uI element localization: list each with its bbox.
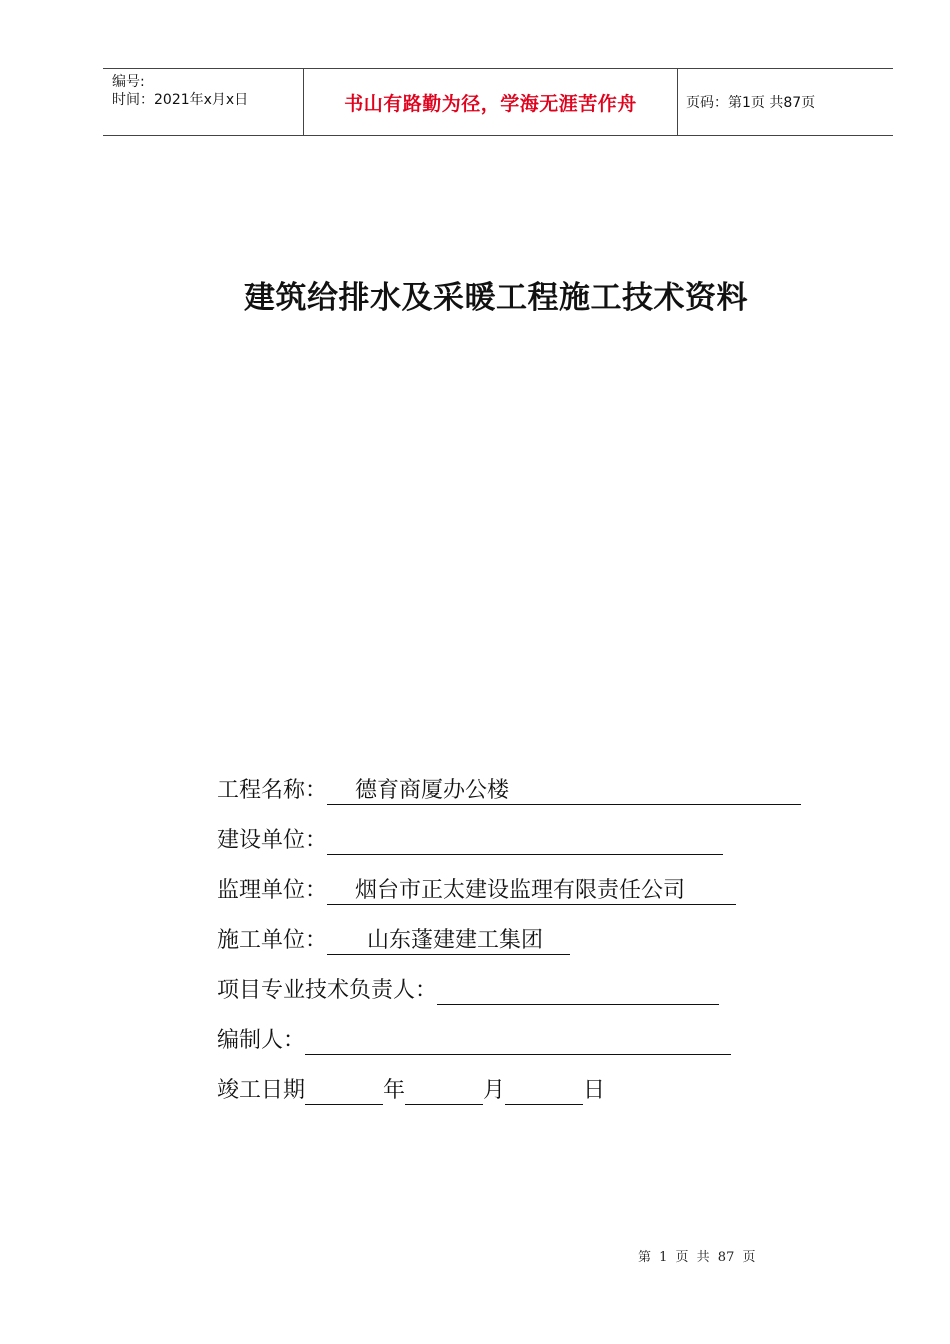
- header-motto: 书山有路勤为径，学海无涯苦作舟: [304, 69, 678, 135]
- field-value-contractor: 山东蓬建建工集团: [327, 924, 570, 955]
- document-title: 建筑给排水及采暖工程施工技术资料: [244, 280, 748, 316]
- completion-date-label: 竣工日期: [217, 1078, 306, 1103]
- header-meta-cell: [103, 69, 304, 135]
- field-label: 施工单位：: [217, 928, 328, 953]
- field-label: 监理单位：: [217, 878, 328, 903]
- field-tech-lead: [217, 974, 801, 1024]
- field-value-compiler: [305, 1024, 731, 1055]
- field-value-builder: [327, 824, 723, 855]
- day-blank: [505, 1074, 583, 1105]
- field-completion-date: [217, 1074, 801, 1124]
- year-label: 年: [383, 1078, 406, 1103]
- field-compiler: [217, 1024, 801, 1074]
- document-fields: [217, 774, 801, 1124]
- time-label: 时间：2021年x月x日: [112, 92, 249, 108]
- field-builder: [217, 824, 801, 874]
- field-value-supervisor: 烟台市正太建设监理有限责任公司: [327, 874, 736, 905]
- field-project-name: [217, 774, 801, 824]
- day-label: 日: [583, 1078, 606, 1103]
- field-label: 编制人：: [217, 1028, 306, 1053]
- field-value-project-name: 德育商厦办公楼: [327, 774, 801, 805]
- header-page-info: 页码：第1页 共87页: [686, 95, 816, 111]
- field-label: 项目专业技术负责人：: [217, 978, 438, 1003]
- page-footer: 第 1 页 共 87 页: [638, 1250, 756, 1265]
- month-label: 月: [483, 1078, 506, 1103]
- year-blank: [305, 1074, 383, 1105]
- field-label: 工程名称：: [217, 778, 328, 803]
- page-header: [103, 68, 893, 136]
- serial-number-label: 编号:: [112, 74, 145, 90]
- month-blank: [405, 1074, 483, 1105]
- field-value-tech-lead: [437, 974, 719, 1005]
- field-label: 建设单位：: [217, 828, 328, 853]
- field-contractor: [217, 924, 801, 974]
- field-supervisor: [217, 874, 801, 924]
